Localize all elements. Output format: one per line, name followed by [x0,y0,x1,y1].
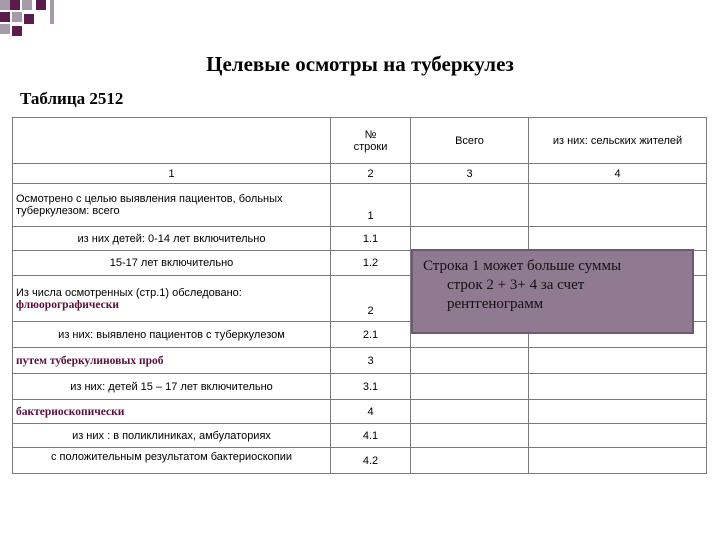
column-numbers-row [13,164,707,184]
decor-square [50,0,54,24]
callout-line: строк 2 + 3+ 4 за счет [447,277,585,293]
column-number: 3 [411,164,529,184]
cell-rural[interactable] [529,227,707,251]
table-header-row [13,118,707,164]
table-row [13,424,707,448]
row-label-bold: флюорографически [16,298,119,311]
table-row [13,448,707,474]
row-number: 1.2 [331,251,411,276]
cell-total[interactable] [411,348,529,374]
row-label: из них: выявлено пациентов с туберкулезом [13,322,331,348]
column-number: 4 [529,164,707,184]
cell-rural[interactable] [529,184,707,227]
row-number: 2 [331,276,411,322]
row-label: 15-17 лет включительно [13,251,331,276]
decor-square [0,0,10,10]
callout-line: Строка 1 может больше суммы [423,258,622,274]
row-number: 4 [331,400,411,424]
table-row [13,348,707,374]
decor-square [0,24,10,34]
row-label: с положительным результатом бактериоскопии [13,448,331,474]
cell-rural[interactable] [529,348,707,374]
row-label: из них : в поликлиниках, амбулаториях [13,424,331,448]
header-row-number: № строки [331,118,411,164]
row-number: 4.2 [331,448,411,474]
cell-total[interactable] [411,424,529,448]
decor-square [36,0,46,10]
decor-square [22,0,32,10]
row-number: 3.1 [331,374,411,400]
cell-rural[interactable] [529,400,707,424]
row-number: 3 [331,348,411,374]
column-number: 1 [13,164,331,184]
table-row [13,184,707,227]
cell-total[interactable] [411,374,529,400]
row-label-bold: путем туберкулиновых проб [13,348,331,374]
table-row [13,227,707,251]
row-number: 1 [331,184,411,227]
note-callout [411,249,694,334]
cell-rural[interactable] [529,448,707,474]
decor-square [12,26,22,36]
cell-total[interactable] [411,227,529,251]
callout-line: рентгенограмм [447,296,544,312]
cell-total[interactable] [411,448,529,474]
row-label [13,276,331,322]
row-number: 1.1 [331,227,411,251]
row-number: 4.1 [331,424,411,448]
row-label-bold: бактериоскопически [13,400,331,424]
cell-total[interactable] [411,400,529,424]
row-label: из них: детей 15 – 17 лет включительно [13,374,331,400]
decor-square [10,0,20,10]
row-label: из них детей: 0-14 лет включительно [13,227,331,251]
table-row [13,400,707,424]
row-number: 2.1 [331,322,411,348]
cell-total[interactable] [411,184,529,227]
cell-rural[interactable] [529,374,707,400]
decor-square [12,12,22,22]
cell-rural[interactable] [529,424,707,448]
column-number: 2 [331,164,411,184]
table-row [13,374,707,400]
row-label: Осмотрено с целью выявления пациентов, больных туберкулезом: всего [13,184,331,227]
header-cell-blank [13,118,331,164]
header-rural: из них: сельских жителей [529,118,707,164]
header-total: Всего [411,118,529,164]
decor-square [24,14,34,24]
decor-square [0,12,10,22]
table-caption: Таблица 2512 [20,89,124,108]
row-label-text: Из числа осмотренных (стр.1) обследовано: [16,286,242,299]
page-title: Целевые осмотры на туберкулез [206,52,514,76]
